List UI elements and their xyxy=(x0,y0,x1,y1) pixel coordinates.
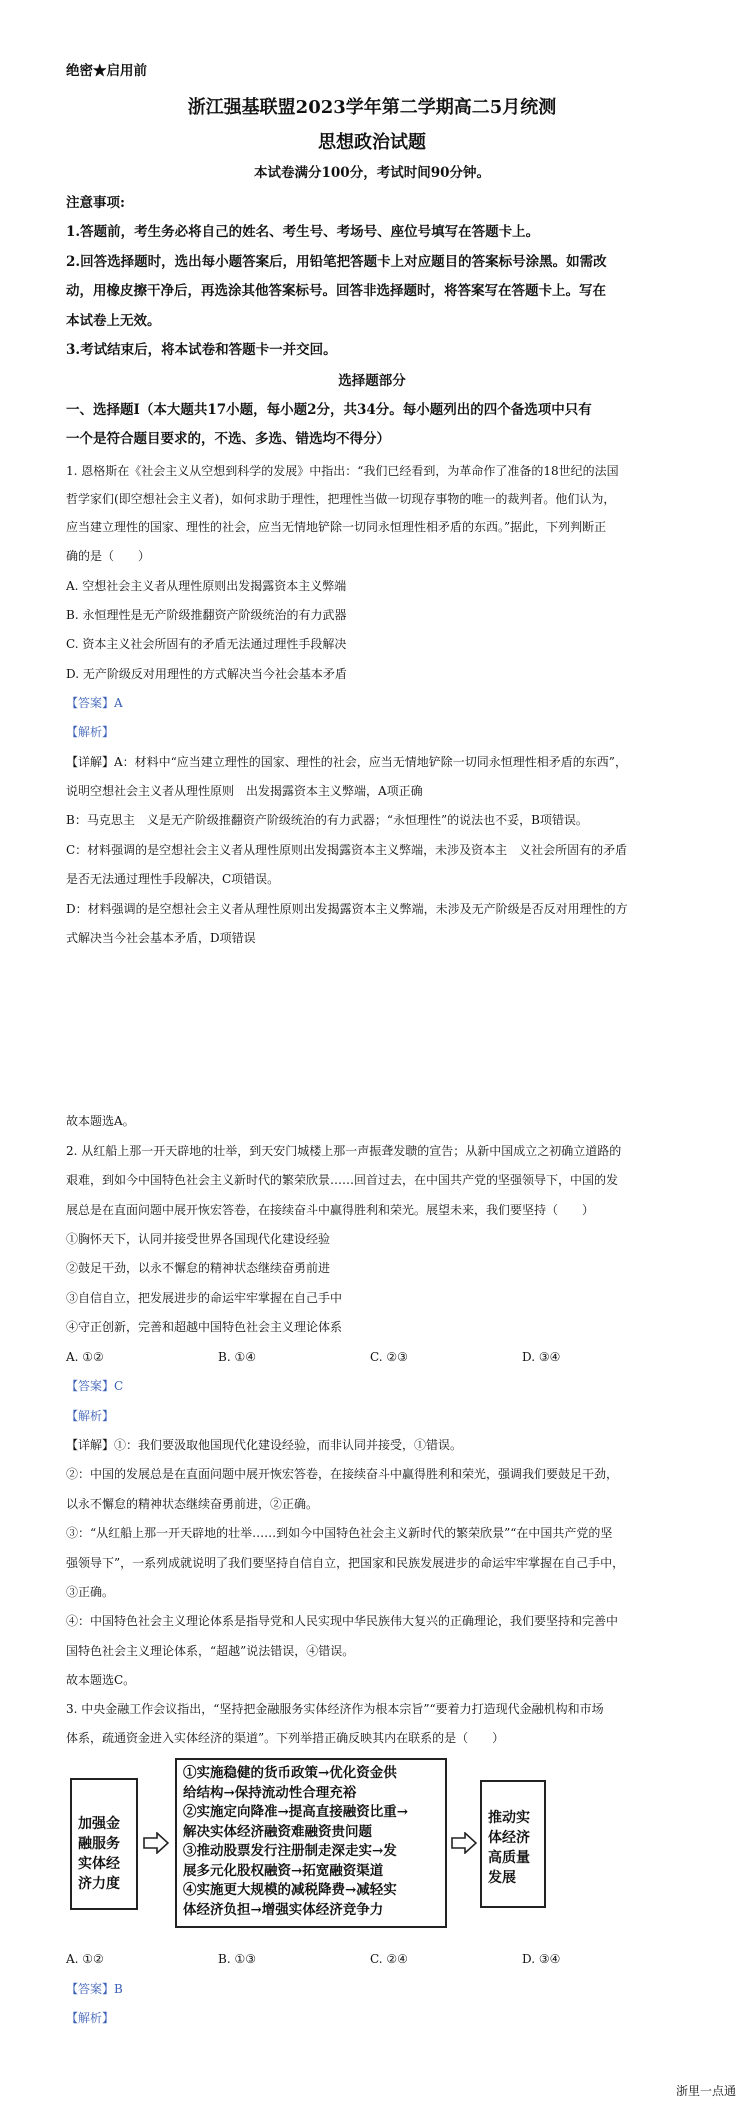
q1-explanation: 式解决当今社会基本矛盾，D项错误 xyxy=(66,931,256,945)
footer-watermark: 浙里一点通 xyxy=(675,2084,736,2098)
q2-option-d: D. ③④ xyxy=(522,1350,561,1364)
diagram-step: ③推动股票发行注册制走深走实→发 xyxy=(183,1843,397,1859)
q2-explanation: 强领导下”，一系列成就说明了我们要坚持自信自立，把国家和民族发展进步的命运牢牢掌握在自己手中， xyxy=(66,1556,625,1570)
notice-line: 3.考试结束后，将本试卷和答题卡一并交回。 xyxy=(66,342,337,358)
q1-conclusion: 故本题选A。 xyxy=(66,1114,135,1128)
q1-explanation: D：材料强调的是空想社会主义者从理性原则出发揭露资本主义弊端，未涉及无产阶级是否反对用理性的方 xyxy=(66,902,628,916)
section-heading: 一个是符合题目要求的，不选、多选、错选均不得分） xyxy=(66,431,390,447)
notice-line: 1.答题前，考生务必将自己的姓名、考生号、考场号、座位号填写在答题卡上。 xyxy=(66,224,540,240)
q2-stem: 2. 从红船上那一开天辟地的壮举，到天安门城楼上那一声振聋发聩的宣告；从新中国成立之初确立道路的 xyxy=(66,1144,622,1158)
score-time: 本试卷满分100分，考试时间90分钟。 xyxy=(254,165,490,181)
q2-explanation: 以永不懈怠的精神状态继续奋勇前进，②正确。 xyxy=(66,1497,319,1511)
q1-explanation: B：马克思主 义是无产阶级推翻资产阶级统治的有力武器；“永恒理性”的说法也不妥，B项错误。 xyxy=(66,813,588,827)
diagram-step: ①实施稳健的货币政策→优化资金供 xyxy=(183,1765,397,1781)
q2-explanation: 【详解】①：我们要汲取他国现代化建设经验，而非认同并接受，①错误。 xyxy=(66,1438,463,1452)
diagram-step: ②实施定向降准→提高直接融资比重→ xyxy=(183,1804,409,1820)
q2-explanation: ③正确。 xyxy=(66,1585,115,1599)
q2-options xyxy=(66,1349,686,1365)
q1-stem: 应当建立理性的国家、理性的社会，应当无情地铲除一切同永恒理性相矛盾的东西。”据此，下列判断正 xyxy=(66,520,607,534)
q2-analysis-label: 【解析】 xyxy=(66,1409,115,1423)
diagram-middle-box xyxy=(175,1758,447,1928)
q2-explanation: ②：中国的发展总是在直面问题中展开恢宏答卷，在接续奋斗中赢得胜利和荣光，强调我们要鼓足干劲， xyxy=(66,1467,619,1481)
q3-stem: 体系，疏通资金进入实体经济的渠道”。下列举措正确反映其内在联系的是（ ） xyxy=(66,1731,505,1745)
q2-answer: 【答案】C xyxy=(66,1379,124,1393)
q1-stem: 1. 恩格斯在《社会主义从空想到科学的发展》中指出：“我们已经看到，为革命作了准备的18世纪的法国 xyxy=(66,464,619,478)
diagram-step: 体经济负担→增强实体经济竞争力 xyxy=(183,1901,384,1918)
q2-explanation: 国特色社会主义理论体系，“超越”说法错误，④错误。 xyxy=(66,1644,355,1658)
q3-options xyxy=(66,1951,686,1967)
diagram-step: ④实施更大规模的减税降费→减轻实 xyxy=(183,1882,397,1898)
q2-explanation: ③：“从红船上那一开天辟地的壮举……到如今中国特色社会主义新时代的繁荣欣景”“在中国共产党的坚 xyxy=(66,1526,613,1540)
q2-option-b: B. ①④ xyxy=(218,1350,256,1364)
q1-option-d: D. 无产阶级反对用理性的方式解决当今社会基本矛盾 xyxy=(66,667,347,681)
subject-title: 思想政治试题 xyxy=(318,132,426,153)
q1-option-b: B. 永恒理性是无产阶级推翻资产阶级统治的有力武器 xyxy=(66,608,347,622)
arrow-right-icon xyxy=(451,1832,477,1854)
q2-option-c: C. ②③ xyxy=(370,1350,408,1364)
q3-option-a: A. ①② xyxy=(66,1952,104,1966)
section-heading: 一、选择题Ⅰ（本大题共17小题，每小题2分，共34分。每小题列出的四个备选项中只有 xyxy=(66,402,592,418)
q1-explanation: C：材料强调的是空想社会主义者从理性原则出发揭露资本主义弊端，未涉及资本主 义社会所固有的矛盾 xyxy=(66,843,628,857)
q2-conclusion: 故本题选C。 xyxy=(66,1673,136,1687)
q1-analysis-label: 【解析】 xyxy=(66,725,115,739)
diagram-step: 展多元化股权融资→拓宽融资渠道 xyxy=(183,1862,384,1879)
q3-stem: 3. 中央金融工作会议指出，“坚持把金融服务实体经济作为根本宗旨”“要着力打造现代金融机构和市场 xyxy=(66,1702,604,1716)
q1-explanation: 是否无法通过理性手段解决，C项错误。 xyxy=(66,872,280,886)
q3-flow-diagram xyxy=(70,1758,610,1928)
diagram-step: 解决实体经济融资难融资贵问题 xyxy=(183,1823,372,1840)
q2-explanation: ④：中国特色社会主义理论体系是指导党和人民实现中华民族伟大复兴的正确理论，我们要坚持和完善中 xyxy=(66,1614,619,1628)
diagram-right-box: 推动实体经济高质量发展 xyxy=(480,1780,546,1908)
q1-stem: 哲学家们(即空想社会主义者)，如何求助于理性，把理性当做一切现存事物的唯一的裁判者。他们认为， xyxy=(66,492,616,506)
q2-stem: 艰难，到如今中国特色社会主义新时代的繁荣欣景……回首过去，在中国共产党的坚强领导下，中国的发 xyxy=(66,1173,619,1187)
q1-answer: 【答案】A xyxy=(66,696,123,710)
notice-line: 动，用橡皮擦干净后，再选涂其他答案标号。回答非选择题时，将答案写在答题卡上。写在 xyxy=(66,283,606,299)
q2-option-a: A. ①② xyxy=(66,1350,104,1364)
q1-option-a: A. 空想社会主义者从理性原则出发揭露资本主义弊端 xyxy=(66,579,347,593)
q3-option-c: C. ②④ xyxy=(370,1952,408,1966)
notice-heading: 注意事项: xyxy=(66,195,125,211)
diagram-left-box: 加强金融服务实体经济力度 xyxy=(70,1778,138,1910)
secret-label: 绝密★启用前 xyxy=(66,63,147,79)
q1-stem: 确的是（ ） xyxy=(66,549,151,563)
q1-explanation: 【详解】A：材料中“应当建立理性的国家、理性的社会，应当无情地铲除一切同永恒理性相矛盾的东西”， xyxy=(66,755,627,769)
arrow-right-icon xyxy=(143,1832,169,1854)
q2-stem: 展总是在直面问题中展开恢宏答卷，在接续奋斗中赢得胜利和荣光。展望未来，我们要坚持（ ） xyxy=(66,1203,595,1217)
exam-title: 浙江强基联盟2023学年第二学期高二5月统测 xyxy=(187,97,557,118)
q2-item: ②鼓足干劲，以永不懈怠的精神状态继续奋勇前进 xyxy=(66,1261,331,1275)
q3-option-b: B. ①③ xyxy=(218,1952,256,1966)
diagram-step: 给结构→保持流动性合理充裕 xyxy=(183,1784,357,1801)
part-heading: 选择题部分 xyxy=(338,373,406,389)
q2-item: ③自信自立，把发展进步的命运牢牢掌握在自己手中 xyxy=(66,1291,343,1305)
notice-line: 2.回答选择题时，选出每小题答案后，用铅笔把答题卡上对应题目的答案标号涂黑。如需改 xyxy=(66,254,607,270)
notice-line: 本试卷上无效。 xyxy=(66,313,161,329)
q3-analysis-label: 【解析】 xyxy=(66,2011,115,2025)
q3-option-d: D. ③④ xyxy=(522,1952,561,1966)
q1-option-c: C. 资本主义社会所固有的矛盾无法通过理性手段解决 xyxy=(66,637,347,651)
q2-item: ①胸怀天下，认同并接受世界各国现代化建设经验 xyxy=(66,1232,331,1246)
q1-explanation: 说明空想社会主义者从理性原则 出发揭露资本主义弊端，A项正确 xyxy=(66,784,423,798)
q3-answer: 【答案】B xyxy=(66,1982,123,1996)
q2-item: ④守正创新，完善和超越中国特色社会主义理论体系 xyxy=(66,1320,343,1334)
